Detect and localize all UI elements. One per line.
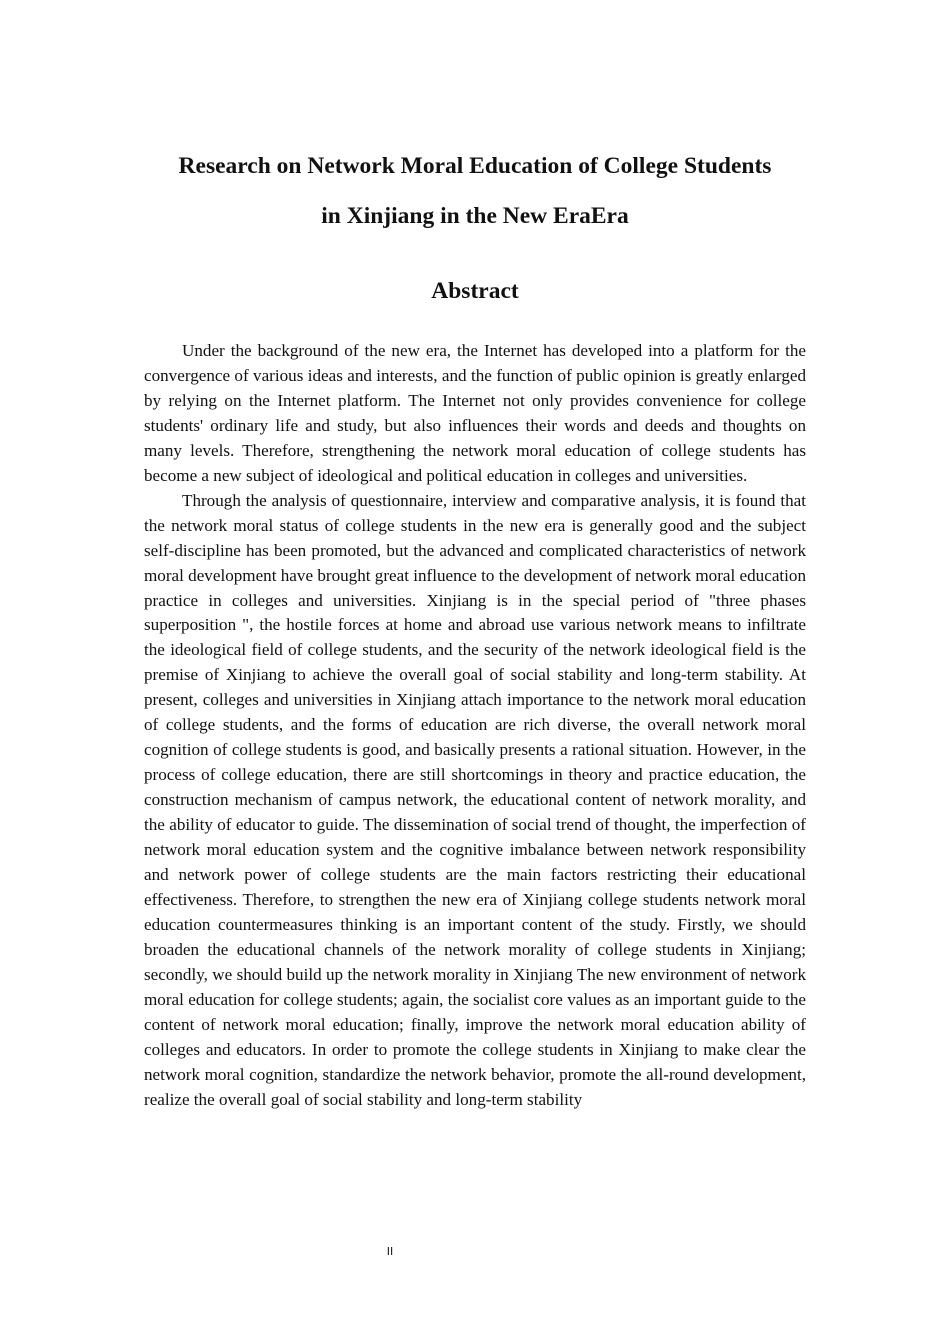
abstract-body [144,339,806,1113]
abstract-paragraph-2: Through the analysis of questionnaire, interview and comparative analysis, it is found that the network moral status of college students in the new era is generally good and the subject self-discipline has been promoted, but the advanced and complicated characteristics of network moral development have brought great influence to the development of network moral education practice in colleges and universities. Xinjiang is in the special period of "three phases superposition ", the hostile forces at home and abroad use various network means to infiltrate the ideological field of college students, and the security of the network ideological field is the premise of Xinjiang to achieve the overall goal of social stability and long-term stability. At present, colleges and universities in Xinjiang attach importance to the network moral education of college students, and the forms of education are rich diverse, the overall network moral cognition of college students is good, and basically presents a rational situation. However, in the process of college education, there are still shortcomings in theory and practice education, the construction mechanism of campus network, the educational content of network morality, and the ability of educator to guide. The dissemination of social trend of thought, the imperfection of network moral education system and the cognitive imbalance between network responsibility and network power of college students are the main factors restricting their educational effectiveness. Therefore, to strengthen the new era of Xinjiang college students network moral education countermeasures thinking is an important content of the study. Firstly, we should broaden the educational channels of the network morality of college students in Xinjiang; secondly, we should build up the network morality in Xinjiang The new environment of network moral education for college students; again, the socialist core values as an important guide to the content of network moral education; finally, improve the network moral education ability of colleges and educators. In order to promote the college students in Xinjiang to make clear the network moral cognition, standardize the network behavior, promote the all-round development, realize the overall goal of social stability and long-term stability [144,490,806,1109]
page-number: II [386,1245,394,1258]
title-line-2: in Xinjiang in the New EraEra [321,203,629,229]
abstract-heading: Abstract [431,278,519,304]
abstract-paragraph-1: Under the background of the new era, the Internet has developed into a platform for the convergence of various ideas and interests, and the function of public opinion is greatly enlarged by relying on the Internet platform. The Internet not only provides convenience for college students' ordinary life and study, but also influences their words and deeds and thoughts on many levels. Therefore, strengthening the network moral education of college students has become a new subject of ideological and political education in colleges and universities. [144,341,806,485]
title-line-1: Research on Network Moral Education of College Students [178,153,772,179]
